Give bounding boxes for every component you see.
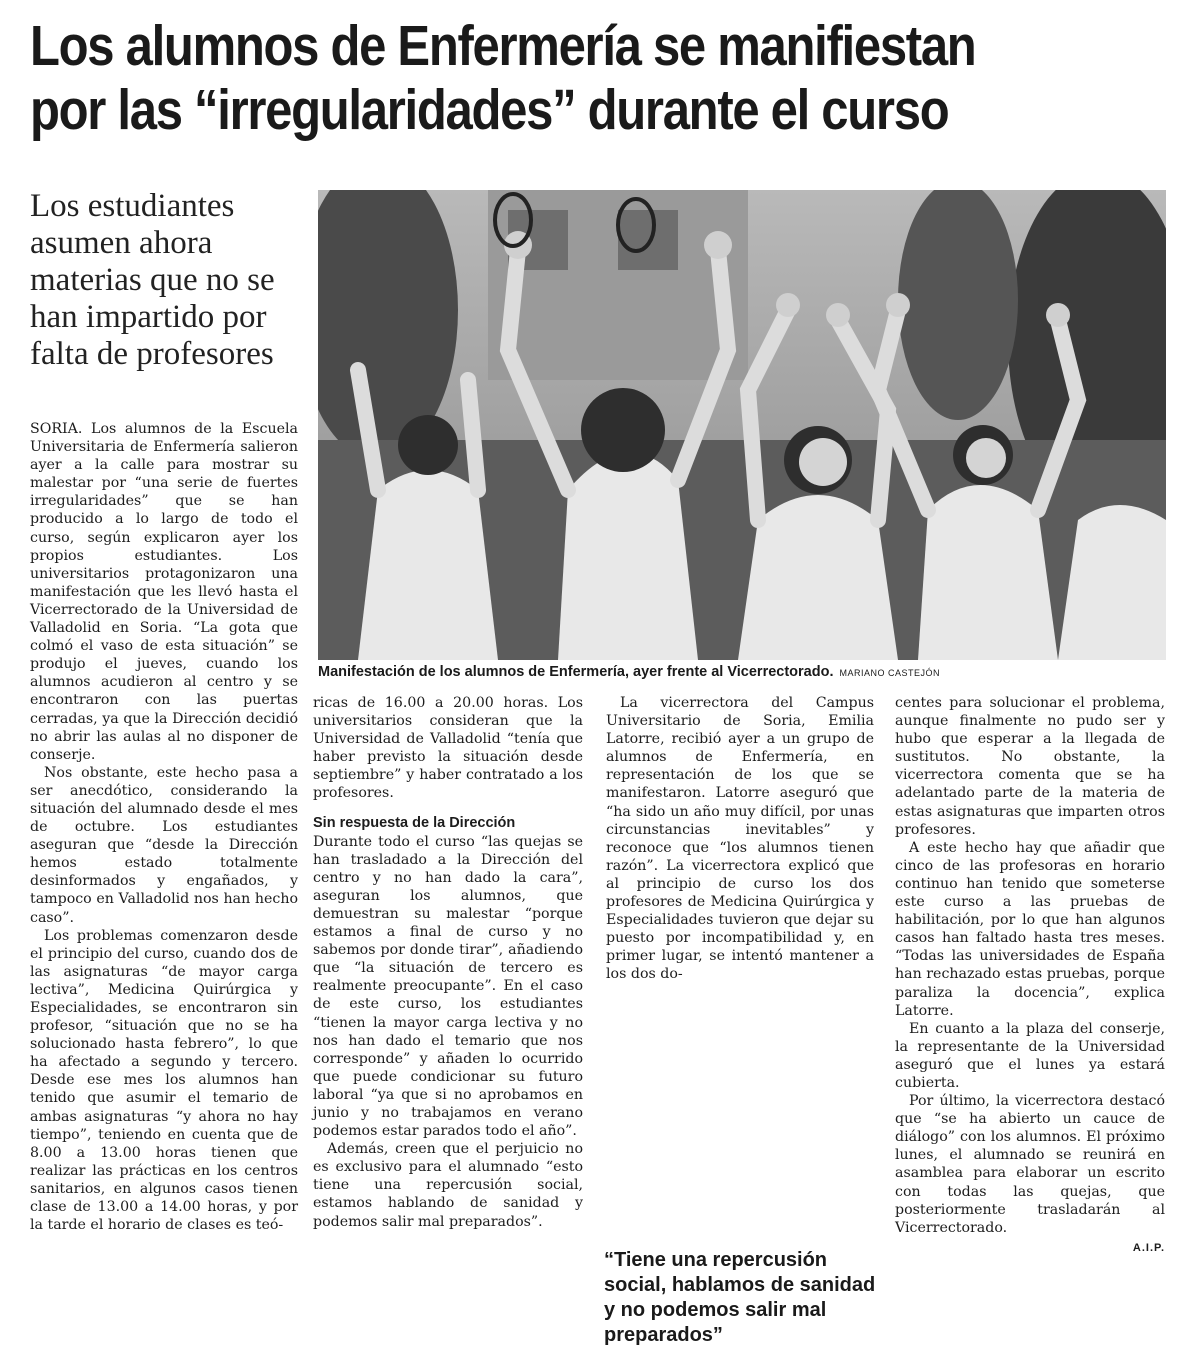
photo-caption [318, 664, 1178, 680]
column-4 [895, 694, 1165, 1257]
headline-line-1: Los alumnos de Enfermería se manifiestan [30, 14, 976, 78]
column-1 [30, 420, 298, 1234]
news-photo [318, 190, 1166, 660]
photo-credit: MARIANO CASTEJÓN [839, 668, 940, 678]
paragraph: En cuanto a la plaza del conserje, la representante de la Universidad aseguró que el lunes ya estará cubierta. [895, 1020, 1165, 1091]
paragraph: A este hecho hay que añadir que cinco de las profesoras en horario continuo han tenido que someterse este curso a las pruebas de habilitación, por lo que han algunos casos han faltado hasta tres meses. “Todas las universidades de España han rechazado estas pruebas, porque paraliza la docencia”, explica Latorre. [895, 839, 1165, 1019]
photo-illustration [318, 190, 1166, 660]
headline-line-2: por las “irregularidades” durante el curso [30, 78, 949, 142]
paragraph: Durante todo el curso “las quejas se han trasladado a la Dirección del centro y no han dado la cara”, aseguran los alumnos, que demuestran su malestar “porque estamos a final de curso y no sabemos por donde tirar”, añadiendo que “la situación de tercero es realmente preocupante”. En el caso de este curso, los estudiantes “tienen la mayor carga lectiva y no nos han dado el temario que nos corresponde” y añaden lo ocurrido que puede condicionar su futuro laboral “ya que si no aprobamos en junio y no trabajamos en verano podemos estar parados todo el año”. [313, 833, 583, 1140]
paragraph: Nos obstante, este hecho pasa a ser anecdótico, considerando la situación del alumnado desde el mes de octubre. Los estudiantes aseguran que “desde la Dirección hemos estado totalmente desinformados y engañados, y tampoco en Valladolid nos han hecho caso”. [30, 764, 298, 926]
paragraph: La vicerrectora del Campus Universitario de Soria, Emilia Latorre, recibió ayer a un grupo de alumnos de Enfermería, en representación de los que se manifestaron. Latorre aseguró que “ha sido un año muy difícil, por unas circunstancias inevitables” y reconoce que “los alumnos tienen razón”. La vicerrectora explicó que al principio de curso los dos profesores de Medicina Quirúrgica y Especialidades tuvieron que dejar su puesto por incompatibilidad y, en primer lugar, se intentó mantener a los dos do- [606, 695, 874, 983]
section-heading: Sin respuesta de la Dirección [313, 814, 516, 831]
paragraph: Los problemas comenzaron desde el principio del curso, cuando dos de las asignaturas “de mayor carga lectiva”, Medicina Quirúrgica y Especialidades, se encontraron sin profesor, “situación que no se ha solucionado hasta febrero”, lo que ha afectado a segundo y tercero. Desde ese mes los alumnos han tenido que asumir el temario de ambas asignaturas “y ahora no hay tiempo”, teniendo en cuenta que de 8.00 a 13.00 horas tienen que realizar las prácticas en los centros sanitarios, en algunos casos tienen clase de 13.00 a 14.00 horas, y por la tarde el horario de clases es teó- [30, 927, 298, 1234]
column-3 [606, 694, 874, 984]
author-signature: A.I.P. [1132, 1241, 1165, 1254]
headline [30, 14, 1182, 142]
caption-text: Manifestación de los alumnos de Enfermería, ayer frente al Vicerrectorado. [318, 664, 834, 680]
paragraph: centes para solucionar el problema, aunque finalmente no pudo ser y hubo que esperar a la llegada de sustitutos. No obstante, la vicerrectora comenta que se ha adelantado parte de la materia de estas asignaturas que imparten otros profesores. [895, 695, 1165, 838]
pull-quote: “Tiene una repercusión social, hablamos de sanidad y no podemos salir mal preparados” [604, 1249, 876, 1346]
paragraph: SORIA. Los alumnos de la Escuela Universitaria de Enfermería salieron ayer a la calle para mostrar su malestar por “una serie de fuertes irregularidades” que se han producido a lo largo de todo el curso, según explicaron ayer los propios estudiantes. Los universitarios protagonizaron una manifestación que les llevó hasta el Vicerrectorado de la Universidad de Valladolid en Soria. “La gota que colmó el vaso de esta situación” se produjo el jueves, cuando los alumnos acudieron al centro y se encontraron con las puertas cerradas, ya que la Dirección decidió no abrir las aulas al no disponer de conserje. [30, 421, 298, 763]
column-2 [313, 694, 583, 1231]
paragraph: ricas de 16.00 a 20.00 horas. Los universitarios consideran que la Universidad de Valladolid “tenía que haber previsto la situación desde septiembre” y haber contratado a los profesores. [313, 695, 583, 802]
paragraph: Además, creen que el perjuicio no es exclusivo para el alumnado “esto tiene una repercusión social, estamos hablando de sanidad y podemos salir mal preparados”. [313, 1141, 583, 1230]
subtitle: Los estudiantes asumen ahora materias que no se han impartido por falta de profesores [30, 188, 275, 372]
paragraph: Por último, la vicerrectora destacó que “se ha abierto un cauce de diálogo” con los alumnos. El próximo lunes, el alumnado se reunirá en asamblea para elaborar un escrito con todas las quejas, que posteriormente trasladarán al Vicerrectorado. [895, 1093, 1165, 1236]
